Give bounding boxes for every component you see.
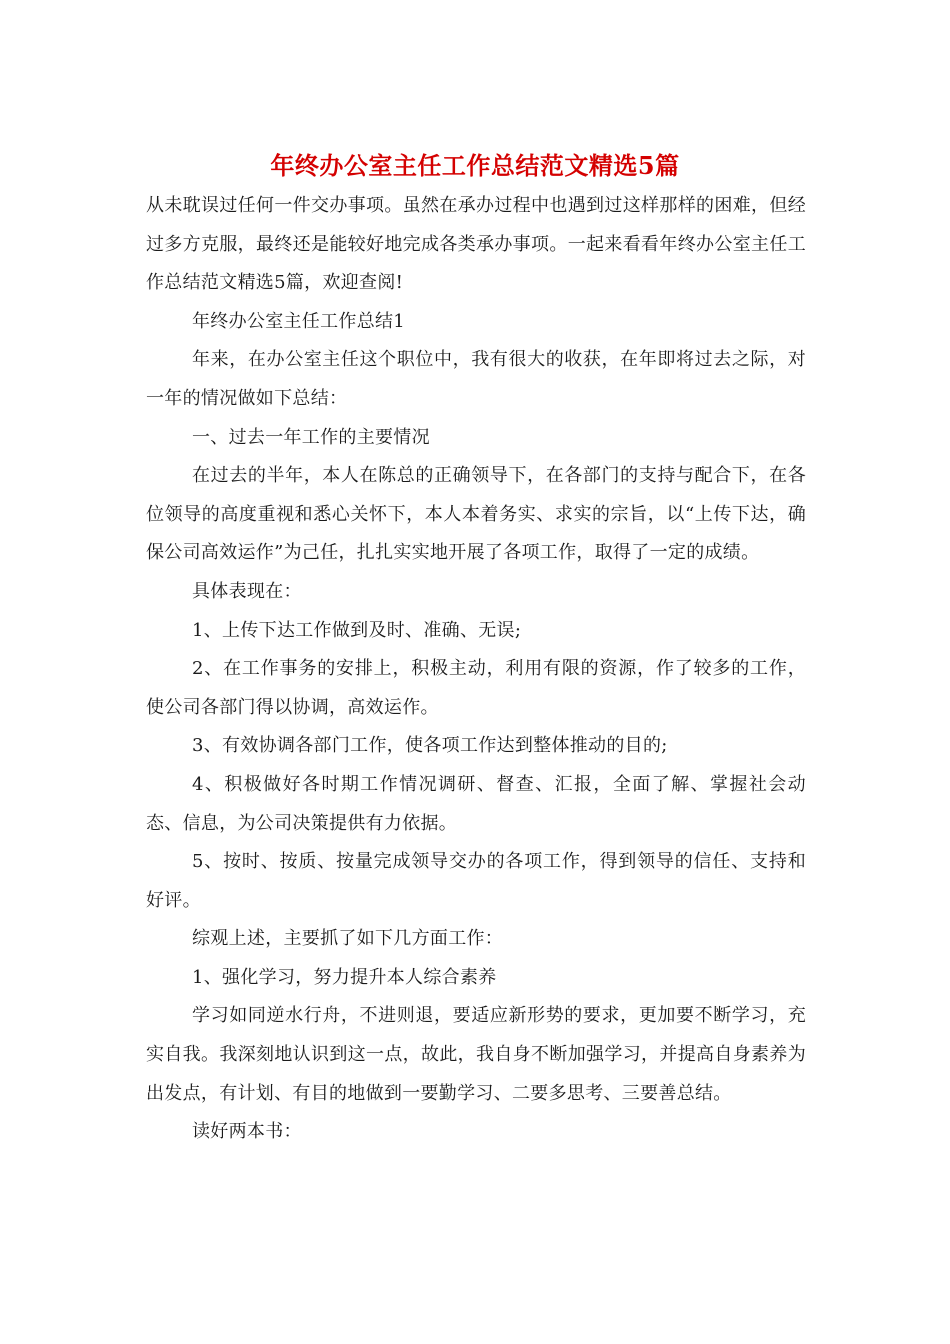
- body-paragraph: 年终办公室主任工作总结1: [192, 310, 406, 332]
- body-paragraph: 1、强化学习，努力提升本人综合素养: [192, 966, 497, 988]
- body-paragraph: 年来，在办公室主任这个职位中，我有很大的收获，在年即将过去之际，对一年的情况做如下总结：: [146, 349, 806, 409]
- body-paragraph: 具体表现在：: [192, 580, 302, 602]
- body-paragraph: 5、按时、按质、按量完成领导交办的各项工作，得到领导的信任、支持和好评。: [146, 851, 806, 911]
- body-paragraph: 2、在工作事务的安排上，积极主动，利用有限的资源，作了较多的工作，使公司各部门得以协调，高效运作。: [146, 658, 806, 718]
- body-paragraph: 一、过去一年工作的主要情况: [192, 426, 430, 448]
- document-body: [146, 187, 806, 1152]
- body-paragraph: 1、上传下达工作做到及时、准确、无误;: [192, 619, 522, 641]
- body-paragraph: 学习如同逆水行舟，不进则退，要适应新形势的要求，更加要不断学习，充实自我。我深刻地认识到这一点，故此，我自身不断加强学习，并提高自身素养为出发点，有计划、有目的地做到一要勤学习、二要多思考、三要善总结。: [146, 1005, 806, 1104]
- body-paragraph: 4、积极做好各时期工作情况调研、督查、汇报，全面了解、掌握社会动态、信息，为公司决策提供有力依据。: [146, 773, 806, 834]
- document-title: 年终办公室主任工作总结范文精选5篇: [270, 151, 680, 180]
- body-paragraph: 在过去的半年，本人在陈总的正确领导下，在各部门的支持与配合下，在各位领导的高度重视和悉心关怀下，本人本着务实、求实的宗旨，以“上传下达，确保公司高效运作”为己任，扎扎实实地开展了各项工作，取得了一定的成绩。: [146, 465, 806, 564]
- body-paragraph: 读好两本书：: [192, 1121, 302, 1143]
- body-paragraph: 从未耽误过任何一件交办事项。虽然在承办过程中也遇到过这样那样的困难，但经过多方克服，最终还是能较好地完成各类承办事项。一起来看看年终办公室主任工作总结范文精选5篇，欢迎查阅!: [146, 195, 806, 294]
- body-paragraph: 综观上述，主要抓了如下几方面工作：: [192, 928, 504, 950]
- body-paragraph: 3、有效协调各部门工作，使各项工作达到整体推动的目的;: [192, 735, 668, 757]
